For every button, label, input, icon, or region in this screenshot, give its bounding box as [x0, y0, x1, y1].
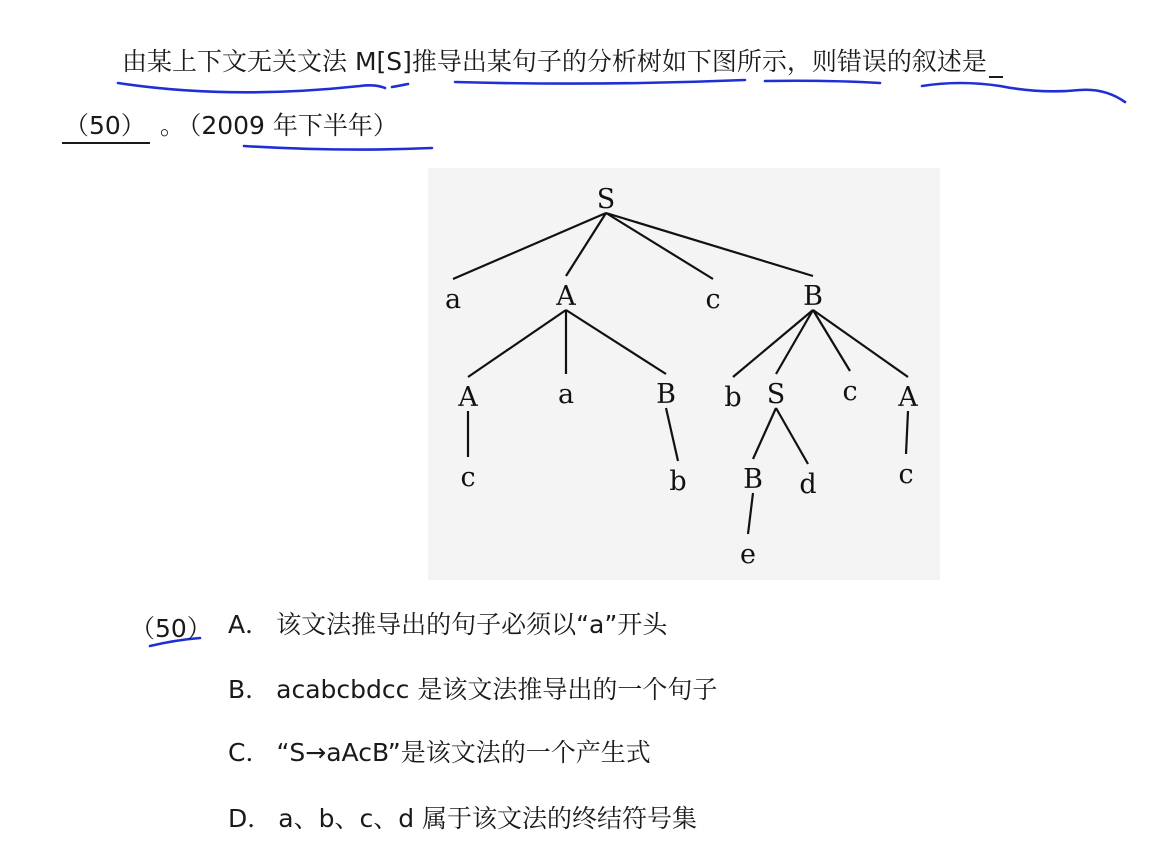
- option-c-text: “S→aAcB”是该文法的一个产生式: [276, 738, 651, 767]
- tree-node-B2: B: [656, 379, 676, 410]
- option-c-label: C．: [228, 738, 271, 767]
- option-a-text: 该文法推导出的句子必须以“a”开头: [276, 610, 668, 639]
- tree-node-S: S: [596, 184, 616, 215]
- tree-node-A2: A: [458, 382, 478, 413]
- tree-edge-S-B1: [606, 213, 813, 276]
- tree-edge-B2-b1: [666, 408, 678, 461]
- tree-node-a2: a: [557, 379, 575, 410]
- tree-edge-B1-A3: [813, 310, 908, 377]
- question-text: 由某上下文无关文法 M[S]推导出某句子的分析树如下图所示，则错误的叙述是: [122, 47, 987, 76]
- tree-node-d: d: [799, 469, 817, 500]
- tree-node-e: e: [740, 539, 756, 570]
- option-d: [228, 803, 697, 835]
- question-line-1: [122, 46, 1003, 78]
- option-a-label: A．: [228, 610, 271, 639]
- tree-edge-A1-B2: [566, 310, 666, 374]
- tree-node-b1: b: [669, 466, 687, 497]
- tree-edge-S-c1: [606, 213, 713, 279]
- tree-edge-B3-e: [748, 493, 753, 534]
- tree-edge-B1-b2: [733, 310, 813, 377]
- option-b-label: B．: [228, 675, 271, 704]
- tree-edge-B1-c3: [813, 310, 850, 371]
- tree-edge-S-a1: [453, 213, 606, 279]
- tree-node-B3: B: [743, 464, 763, 495]
- parse-tree-figure: [428, 168, 940, 580]
- tree-edge-S2-B3: [753, 408, 776, 459]
- underline-annotation-4: [765, 81, 880, 83]
- underline-annotation-1: [118, 83, 385, 92]
- underline-annotation-3: [455, 80, 745, 84]
- tree-node-c2: c: [460, 462, 476, 493]
- tree-edge-B1-S2: [776, 310, 813, 374]
- option-d-label: D．: [228, 804, 273, 833]
- underline-annotation-5: [922, 83, 1125, 102]
- answer-blank-start: [989, 54, 1003, 78]
- tree-node-A3: A: [898, 382, 918, 413]
- tree-node-c1: c: [705, 284, 721, 315]
- underline-annotation-6: [244, 146, 432, 150]
- year-tag: （2009 年下半年）: [188, 111, 398, 140]
- tree-node-c3: c: [842, 376, 858, 407]
- tree-node-a1: a: [444, 284, 462, 315]
- tree-node-A1: A: [556, 281, 576, 312]
- option-a: [228, 609, 667, 641]
- question-line-2: [62, 110, 398, 144]
- answer-blank-number: （50）: [62, 110, 150, 144]
- tree-node-B1: B: [803, 281, 823, 312]
- option-b: [228, 674, 717, 706]
- option-b-text: acabcbdcc 是该文法推导出的一个句子: [276, 675, 718, 704]
- option-d-text: a、b、c、d 属于该文法的终结符号集: [278, 804, 698, 833]
- tree-edge-A3-c4: [906, 411, 908, 454]
- answer-question-number: （50）: [130, 614, 212, 643]
- tree-edge-S2-d: [776, 408, 808, 464]
- sentence-period: 。: [159, 111, 185, 140]
- option-c: [228, 737, 651, 769]
- tree-node-S2: S: [766, 379, 786, 410]
- parse-tree-diagram: [428, 168, 940, 580]
- underline-annotation-2: [392, 84, 408, 87]
- tree-node-b2: b: [724, 382, 742, 413]
- tree-edge-A1-A2: [468, 310, 566, 377]
- tree-node-c4: c: [898, 459, 914, 490]
